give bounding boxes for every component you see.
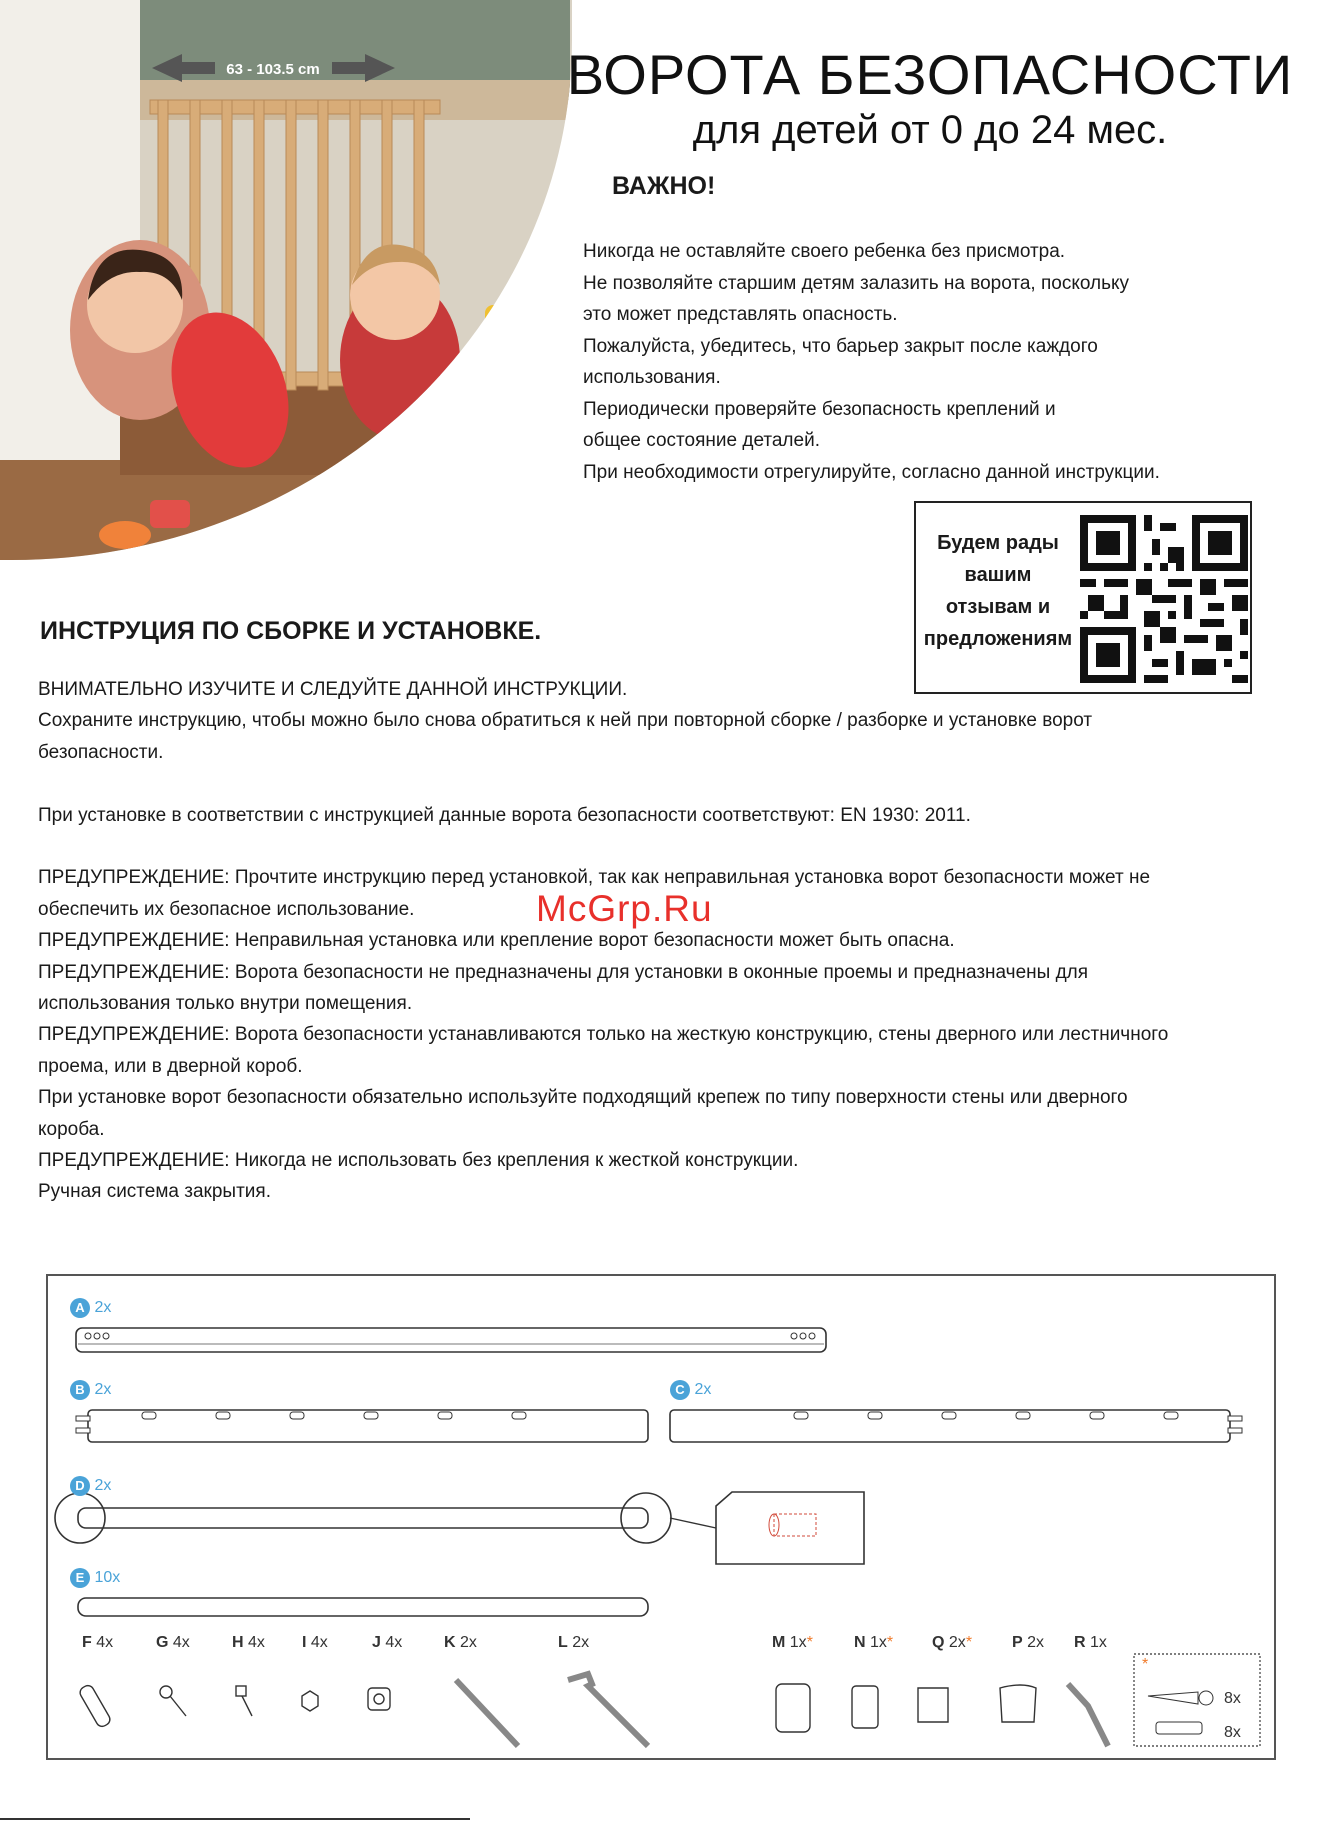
instruction-line: проема, или в дверной короб. bbox=[38, 1055, 303, 1077]
part-qty: 4x bbox=[96, 1634, 114, 1651]
instruction-line: ПРЕДУПРЕЖДЕНИЕ: Прочтите инструкцию перед установкой, так как неправильная установка ворот безопасности может не bbox=[38, 867, 1151, 889]
part-qty: 1x bbox=[870, 1634, 887, 1651]
instruction-line: ПРЕДУПРЕЖДЕНИЕ: Ворота безопасности не предназначены для установки в оконные проемы и предназначены для bbox=[38, 961, 1089, 983]
part-qty: 1x bbox=[1090, 1634, 1107, 1651]
instruction-line: ПРЕДУПРЕЖДЕНИЕ: Ворота безопасности устанавливаются только на жесткую конструкцию, стены дверного или лестничного bbox=[38, 1024, 1169, 1046]
part-letter: Q bbox=[932, 1634, 945, 1651]
instruction-line: Сохраните инструкцию, чтобы можно было снова обратиться к ней при повторной сборке / разборке и установке ворот bbox=[38, 710, 1093, 732]
part-label-q bbox=[932, 1634, 972, 1652]
warning-line: это может представлять опасность. bbox=[583, 304, 898, 325]
part-label-a bbox=[70, 1298, 111, 1318]
part-letter: L bbox=[558, 1634, 568, 1651]
part-qty: 2x bbox=[948, 1634, 966, 1651]
part-label-h bbox=[232, 1634, 265, 1652]
warning-line: Никогда не оставляйте своего ребенка без присмотра. bbox=[583, 241, 1066, 262]
anchors-qty: 8x bbox=[1224, 1724, 1241, 1741]
photo-illustration bbox=[0, 0, 572, 560]
part-qty: 2x bbox=[694, 1381, 712, 1398]
warning-line: Пожалуйста, убедитесь, что барьер закрыт после каждого bbox=[583, 335, 1098, 357]
instruction-line: При установке в соответствии с инструкцией данные ворота безопасности соответствуют: EN 1930: 2011. bbox=[38, 804, 971, 826]
required-star: * bbox=[806, 1634, 813, 1651]
required-star: * bbox=[886, 1634, 894, 1651]
part-letter-badge: E bbox=[70, 1568, 90, 1588]
part-qty: 2x bbox=[94, 1299, 112, 1316]
required-star: * bbox=[965, 1634, 973, 1651]
part-label-m bbox=[772, 1634, 813, 1652]
watermark: McGrp.Ru bbox=[536, 888, 713, 929]
warning-line: Не позволяйте старшим детям залазить на ворота, поскольку bbox=[583, 272, 1130, 294]
instruction-line: безопасности. bbox=[38, 741, 164, 763]
gate-width-label: 63 - 103.5 cm bbox=[226, 61, 320, 78]
instruction-line: ПРЕДУПРЕЖДЕНИЕ: Неправильная установка или крепление ворот безопасности может быть опасна. bbox=[38, 930, 955, 952]
part-letter: K bbox=[444, 1634, 456, 1651]
feedback-line: предложениям bbox=[923, 628, 1073, 650]
important-heading: ВАЖНО! bbox=[612, 172, 716, 200]
part-letter: M bbox=[772, 1634, 786, 1651]
feedback-line: вашим bbox=[964, 564, 1032, 586]
part-label-j bbox=[372, 1634, 402, 1652]
part-letter-badge: D bbox=[70, 1476, 90, 1496]
part-label-b bbox=[70, 1380, 111, 1400]
part-letter-badge: A bbox=[70, 1298, 90, 1318]
instructions-body bbox=[38, 674, 1298, 1208]
part-qty: 4x bbox=[172, 1634, 190, 1651]
page-subtitle: для детей от 0 до 24 мес. bbox=[692, 108, 1168, 152]
feedback-box bbox=[914, 501, 1252, 694]
part-label-n bbox=[854, 1634, 893, 1652]
part-letter: N bbox=[854, 1634, 866, 1651]
part-qty: 2x bbox=[94, 1477, 112, 1494]
warning-line: общее состояние деталей. bbox=[583, 430, 820, 451]
screws-qty: 8x bbox=[1224, 1690, 1241, 1707]
part-qty: 2x bbox=[1027, 1634, 1045, 1651]
part-letter: H bbox=[232, 1634, 244, 1651]
part-letter: R bbox=[1074, 1634, 1086, 1651]
feedback-line: Будем рады bbox=[937, 532, 1059, 554]
part-qty: 2x bbox=[572, 1634, 590, 1651]
feedback-line: отзывам и bbox=[945, 596, 1051, 618]
footer-rule bbox=[0, 1818, 470, 1820]
part-label-c bbox=[670, 1380, 711, 1400]
part-label-g bbox=[156, 1634, 190, 1652]
part-label-l bbox=[558, 1634, 589, 1652]
parts-list-diagram bbox=[46, 1274, 1276, 1760]
part-qty: 10x bbox=[94, 1569, 121, 1586]
warning-line: использования. bbox=[583, 367, 721, 388]
part-label-f bbox=[82, 1634, 113, 1652]
part-label-i bbox=[302, 1634, 328, 1652]
qr-code-icon[interactable] bbox=[1080, 515, 1248, 683]
part-qty: 2x bbox=[460, 1634, 477, 1651]
instruction-line: ПРЕДУПРЕЖДЕНИЕ: Никогда не использовать без крепления к жесткой конструкции. bbox=[38, 1150, 799, 1172]
part-label-d bbox=[70, 1476, 111, 1496]
instructions-heading: ИНСТРУЦИЯ ПО СБОРКЕ И УСТАНОВКЕ. bbox=[40, 617, 542, 645]
part-letter-badge: B bbox=[70, 1380, 90, 1400]
instruction-line: обеспечить их безопасное использование. bbox=[38, 898, 415, 920]
safety-warnings-list bbox=[583, 236, 1283, 488]
part-qty: 4x bbox=[385, 1634, 403, 1651]
part-qty: 4x bbox=[248, 1634, 265, 1651]
part-letter: P bbox=[1012, 1634, 1023, 1651]
part-qty: 2x bbox=[94, 1381, 112, 1398]
feedback-text bbox=[922, 527, 1074, 655]
part-letter-badge: C bbox=[670, 1380, 690, 1400]
hardware-kit-box bbox=[1138, 1654, 1260, 1746]
instruction-line: короба. bbox=[38, 1118, 105, 1140]
instruction-line: При установке ворот безопасности обязательно используйте подходящий крепеж по типу поверхности стены или дверного bbox=[38, 1087, 1128, 1109]
part-letter: J bbox=[372, 1634, 381, 1651]
part-label-r bbox=[1074, 1634, 1107, 1652]
warning-line: Периодически проверяйте безопасность креплений и bbox=[583, 398, 1056, 420]
warning-line: При необходимости отрегулируйте, согласно данной инструкции. bbox=[583, 461, 1160, 483]
instruction-line: Ручная система закрытия. bbox=[38, 1181, 271, 1203]
part-label-k bbox=[444, 1634, 477, 1652]
part-letter: I bbox=[302, 1634, 307, 1651]
product-photo bbox=[0, 0, 572, 560]
part-letter: G bbox=[156, 1634, 169, 1651]
parts-illustration bbox=[48, 1276, 1274, 1758]
instruction-line: использования только внутри помещения. bbox=[38, 993, 413, 1015]
part-label-p bbox=[1012, 1634, 1044, 1652]
part-letter: F bbox=[82, 1634, 92, 1651]
part-label-e bbox=[70, 1568, 120, 1588]
instruction-line: ВНИМАТЕЛЬНО ИЗУЧИТЕ И СЛЕДУЙТЕ ДАННОЙ ИНСТРУКЦИИ. bbox=[38, 679, 628, 700]
page-title: ВОРОТА БЕЗОПАСНОСТИ bbox=[566, 43, 1294, 106]
required-star: * bbox=[1142, 1656, 1149, 1673]
part-qty: 1x bbox=[789, 1634, 807, 1651]
part-qty: 4x bbox=[310, 1634, 328, 1651]
